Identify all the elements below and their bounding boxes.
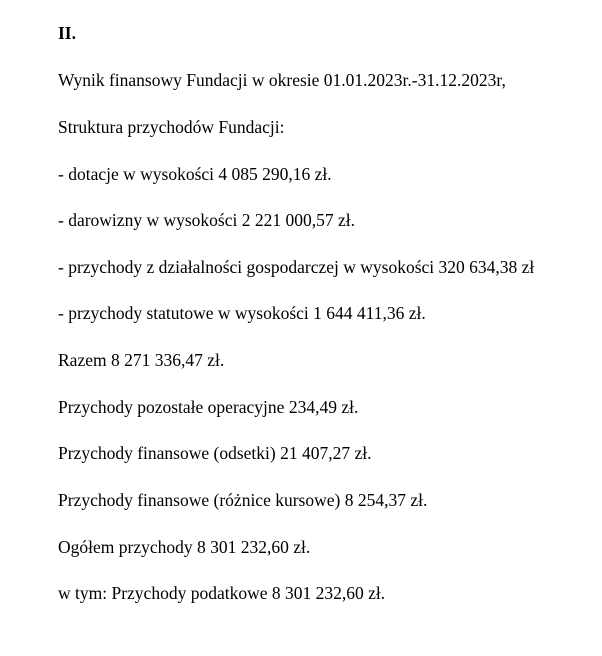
financial-revenue-interest: Przychody finansowe (odsetki) 21 407,27 zł.	[58, 443, 372, 463]
structure-title: Struktura przychodów Fundacji:	[58, 117, 285, 137]
list-item-dotacje: - dotacje w wysokości 4 085 290,16 zł.	[58, 164, 332, 184]
grand-total-line: Ogółem przychody 8 301 232,60 zł.	[58, 537, 311, 557]
intro-paragraph: Wynik finansowy Fundacji w okresie 01.01.2023r.-31.12.2023r,	[58, 70, 506, 90]
tax-revenue-line: w tym: Przychody podatkowe 8 301 232,60 zł.	[58, 583, 386, 603]
section-heading: II.	[58, 23, 76, 43]
list-item-dzialalnosc-gospodarcza: - przychody z działalności gospodarczej w wysokości 320 634,38 zł	[58, 257, 535, 277]
total-line: Razem 8 271 336,47 zł.	[58, 350, 225, 370]
list-item-przychody-statutowe: - przychody statutowe w wysokości 1 644 411,36 zł.	[58, 303, 426, 323]
other-operating-revenue: Przychody pozostałe operacyjne 234,49 zł.	[58, 397, 359, 417]
list-item-darowizny: - darowizny w wysokości 2 221 000,57 zł.	[58, 210, 355, 230]
financial-revenue-fx: Przychody finansowe (różnice kursowe) 8 254,37 zł.	[58, 490, 428, 510]
